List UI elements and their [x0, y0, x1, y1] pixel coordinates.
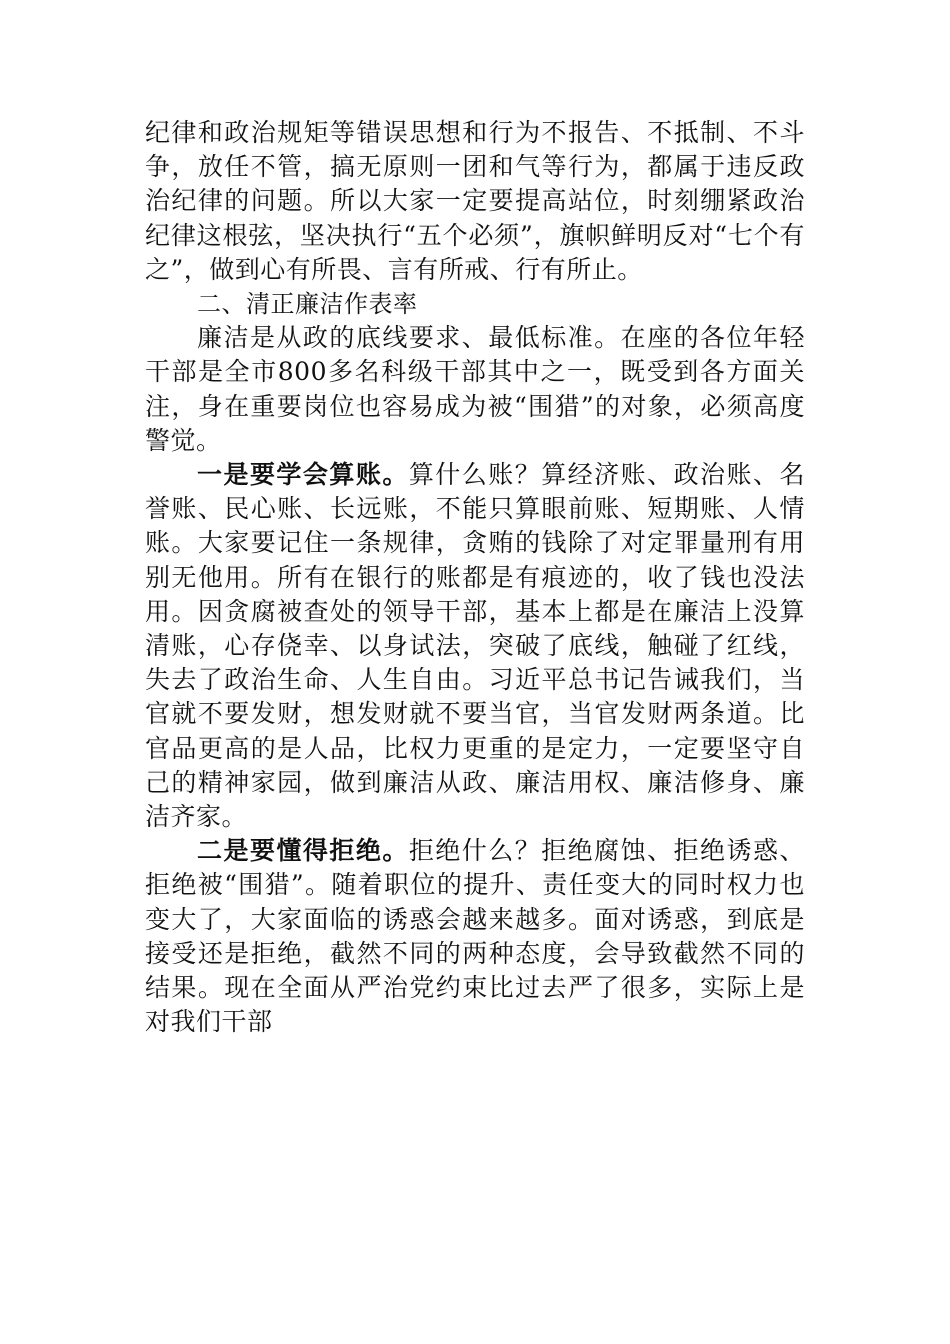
paragraph-integrity: [145, 321, 805, 458]
paragraph-lead: 二是要懂得拒绝。: [197, 836, 409, 866]
document-body: [145, 116, 805, 1039]
section-heading-text: 二、清正廉洁作表率: [197, 290, 418, 319]
paragraph-text: 纪律和政治规矩等错误思想和行为不报告、不抵制、不斗争，放任不管，搞无原则一团和气等行为，都属于违反政治纪律的问题。所以大家一定要提高站位，时刻绷紧政治纪律这根弦，坚决执行“五个必须”，旗帜鲜明反对“七个有之”，做到心有所畏、言有所戒、行有所止。: [145, 118, 805, 284]
section-heading: [145, 287, 805, 321]
paragraph-text: 算什么账？算经济账、政治账、名誉账、民心账、长远账，不能只算眼前账、短期账、人情账。大家要记住一条规律，贪贿的钱除了对定罪量刑有用别无他用。所有在银行的账都是有痕迹的，收了钱也没法用。因贪腐被查处的领导干部，基本上都是在廉洁上没算清账，心存侥幸、以身试法，突破了底线，触碰了红线，失去了政治生命、人生自由。习近平总书记告诫我们，当官就不要发财，想发财就不要当官，当官发财两条道。比官品更高的是人品，比权力更重的是定力，一定要坚守自己的精神家园，做到廉洁从政、廉洁用权、廉洁修身、廉洁齐家。: [145, 460, 805, 832]
paragraph-continued: [145, 116, 805, 287]
paragraph-text: 廉洁是从政的底线要求、最低标准。在座的各位年轻干部是全市800多名科级干部其中之一，既受到各方面关注，身在重要岗位也容易成为被“围猎”的对象，必须高度警觉。: [145, 323, 805, 455]
paragraph-text: 拒绝什么？拒绝腐蚀、拒绝诱惑、拒绝被“围猎”。随着职位的提升、责任变大的同时权力也变大了，大家面临的诱惑会越来越多。面对诱惑，到底是接受还是拒绝，截然不同的两种态度，会导致截然不同的结果。现在全面从严治党约束比过去严了很多，实际上是对我们干部: [145, 836, 805, 1037]
paragraph-lead: 一是要学会算账。: [197, 460, 409, 490]
paragraph-refusal: [145, 834, 805, 1039]
paragraph-accounting: [145, 458, 805, 834]
